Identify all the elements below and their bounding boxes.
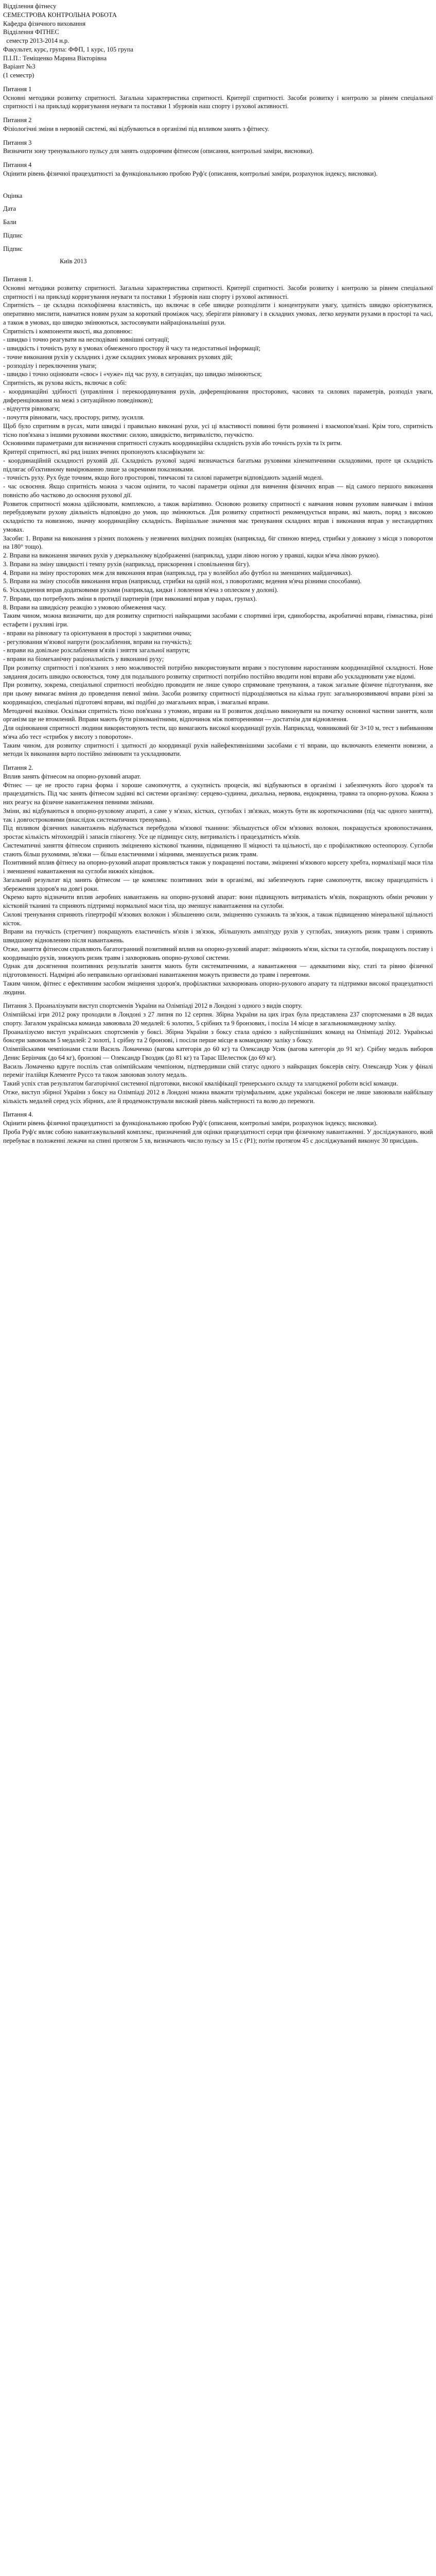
- question-2-label: Питання 2: [3, 116, 32, 124]
- question-1-text: Основні методики розвитку спритності. Загальна характеристика спритності. Критерії спритності. Засоби розвитку і контролю за рівнем спеціальної спритності і на прикладі корригування неуваги та поставки 1 збурювів наш спорту і рухової активності.: [3, 94, 435, 110]
- answer-paragraph: При розвитку спритності і пов'язаних з нею можливостей потрібно використовувати вправи з поступовим наростанням координаційної складності. Нове завдання досить швидко освоюється, тому для подальшого розвитку спритності потрібно постійно вводити нові вправи або ускладнювати уже відомі.: [3, 664, 435, 680]
- answer-paragraph: Основні методики розвитку спритності. Загальна характеристика спритності. Критерії спритності. Засоби розвитку і контролю за рівнем спеціальної спритності і на прикладі корригування неуваги та поставки 1 збурювів наш спорту і рухової активності.: [3, 284, 435, 300]
- answer-paragraph: Вправи на гнучкість (стретчинг) покращують еластичність м'язів і зв'язок, збільшують амплітуду рухів у суглобах, знижують ризик травм і сприяють швидшому відновленню після навантажень.: [3, 928, 435, 944]
- city-year: Київ 2013: [60, 258, 87, 265]
- answer-paragraph: Критерії спритності, які ряд інших вчених пропонують класифікувати за:: [3, 448, 205, 455]
- answer-paragraph: Олімпійські ігри 2012 року проходили в Лондоні з 27 липня по 12 серпня. Збірна України на цих іграх була представлена 237 спортсменами в 28 видах спорту. Загалом українська команда завоювала 20 медалей: 6 золотих, 5 срібних та 9 бронзових, і посіла 14 місце в загальнокомандному заліку.: [3, 1011, 435, 1027]
- answer-4-body: [3, 1119, 433, 1145]
- department-title: Відділення фітнесу: [3, 3, 57, 10]
- grading-block: [3, 192, 433, 266]
- answer-paragraph: - розподілу і переключення уваги;: [3, 362, 97, 369]
- answer-paragraph: - швидкість і точність руху в умовах обмеженого простору й часу та недостатньої інформації;: [3, 345, 260, 352]
- answer-paragraph: Олімпійськими чемпіонами стали Василь Ломаченко (вагова категорія до 60 кг) та Олександр Усик (вагова категорія до 91 кг). Срібну медаль виборов Денис Берінчик (до 64 кг), бронзові — Олександр Гвоздик (до 81 кг) та Тарас Шелестюк (до 69 кг).: [3, 1045, 435, 1061]
- answer-paragraph: 8. Вправи на швидкісну реакцію з умовою обмеження часу.: [3, 603, 166, 611]
- questions-list: [3, 85, 433, 178]
- question-3-text: Визначити зону тренувального пульсу для занять оздоровчим фітнесом (описання, контрольні заміри, висновки).: [3, 147, 314, 155]
- chair-name: Кафедра фізичного виховання: [3, 20, 86, 27]
- answer-1: [3, 275, 433, 758]
- answer-paragraph: - вправи на рівновагу та орієнтування в просторі з закритими очима;: [3, 629, 192, 637]
- answer-paragraph: Фітнес — це не просто гарна форма і хороше самопочуття, а сукупність процесів, які відбуваються в організмі і забезпечують його здоров'я та працездатність. Під час занять фітнесом задіяні всі системи організму: серцево-судинна, дихальна, нервова, ендокринна, травна та опорно-рухова. Кожна з них реагує на фізичне навантаження певними змінами.: [3, 781, 435, 806]
- answer-paragraph: Під впливом фізичних навантажень відбувається перебудова м'язової тканини: збільшується об'єм м'язових волокон, покращується кровопостачання, зростає кількість мітохондрій і запасів глікогену. Усе це підвищує силу, витривалість і працездатність м'язів.: [3, 824, 435, 840]
- answer-paragraph: 7. Вправи, що потребують зміни в протидії партнерів (при виконанні вправ у парах, групах).: [3, 595, 257, 602]
- answer-4: [3, 1110, 433, 1145]
- answer-paragraph: Спритність, як рухова якість, включає в собі:: [3, 379, 127, 386]
- semester-number: (1 семестр): [3, 72, 34, 79]
- answer-paragraph: Проаналізуємо виступ українських спортсменів у боксі. Збірна України з боксу стала однією з найуспішніших команд на Олімпіаді 2012. Українські боксери завоювали 5 медалей: 2 золоті, 1 срібну та 2 бронзові, і посіли перше місце в командному заліку з боксу.: [3, 1028, 435, 1044]
- answer-paragraph: - швидко і точно реагувати на несподівані зовнішні ситуації;: [3, 336, 169, 344]
- answer-paragraph: Позитивний вплив фітнесу на опорно-руховий апарат проявляється також у покращенні постави, зміцненні м'язового корсету хребта, нормалізації маси тіла і зменшенні навантаження на суглоби нижніх кінцівок.: [3, 859, 435, 875]
- answer-paragraph: - час освоєння. Якщо спритність можна з часом оцінити, то часові параметри оцінки для вивчення фізичних вправ — від самого першого виконання повністю або частково до освоєння рухової дії.: [3, 483, 435, 499]
- answer-paragraph: - вправи на біомеханічну раціональність у виконанні руху;: [3, 655, 164, 663]
- answer-paragraph: - регулювання м'язової напруги (розслаблення, вправи на гнучкість);: [3, 638, 192, 646]
- answer-paragraph: - вправи на довільне розслаблення м'язів і зняття загальної напруги;: [3, 647, 190, 654]
- answer-paragraph: - координаційній складності руховій дії. Складність рухової задачі визначається багатьма руховими кінематичними складовими, проте ця складність підлягає об'єктивному вимірюванню лише за окремими показниками.: [3, 456, 435, 473]
- question-2-text: Фізіологічні зміни в нервовій системі, які відбуваються в організмі під впливом занять з фітнесу.: [3, 125, 269, 132]
- answer-2-body: [3, 772, 433, 997]
- answer-paragraph: Окремо варто відзначити вплив аеробних навантажень на опорно-руховий апарат: вони підвищують витривалість м'язів, покращують обмін речовин у кістковій тканині та сприяють підтримці нормальної маси тіла, що зменшує навантаження на суглоби.: [3, 893, 435, 909]
- question-3-label: Питання 3: [3, 139, 32, 146]
- answer-1-label: Питання 1.: [3, 276, 33, 283]
- question-1: [3, 85, 433, 111]
- answer-paragraph: Зміни, які відбуваються в опорно-руховому апараті, а саме у м'язах, кістках, суглобах і зв'язках, можуть бути як короткочасними (під час одного заняття), так і довгостроковими (внаслідок систематичних тренувань).: [3, 807, 435, 823]
- answer-paragraph: Для оцінювання спритності людини використовують тести, що вимагають високої координації рухів. Наприклад, човниковий біг 3×10 м, тест з вибиванням м'яча або тест «стрибок у висоту з поворотом».: [3, 724, 435, 740]
- answer-paragraph: Такий успіх став результатом багаторічної системної підготовки, високої кваліфікації тренерського складу та злагодженої роботи всієї команди.: [3, 1080, 398, 1087]
- answer-paragraph: Проба Руф'є являє собою навантажувальний комплекс, призначений для оцінки працездатності серця при фізичному навантаженні. У досліджуваного, який перебуває в положенні лежачи на спині протягом 5 хв, визначають число пульсу за 15 с (P1); потім протягом 45 с досліджуваний виконує 30 присідань.: [3, 1128, 435, 1144]
- answer-paragraph: При розвитку, зокрема, спеціальної спритності необхідно проводити не лише суворо спрямоване тренування, а також загальне фізичне підготування, яке при цьому вимагає вміння до проведення певної зміни. Засоби розвитку спритності підрозділяються на кілька груп: загальнорозвиваючі вправи різні за координацією, спеціальні підготовчі вправи, які подібні до змагальних вправ, і змагальні вправи.: [3, 681, 435, 706]
- answer-paragraph: Отже, виступ збірної України з боксу на Олімпіаді 2012 в Лондоні можна вважати тріумфальним, адже українські боксери не лише завоювали найбільшу кількість медалей серед усіх збірних, але й продемонстрували високий рівень майстерності та волю до перемоги.: [3, 1088, 435, 1105]
- semester-year: семестр 2013-2014 н.р.: [3, 37, 69, 44]
- answer-paragraph: Вплив занять фітнесом на опорно-руховий апарат.: [3, 772, 141, 780]
- question-2: [3, 116, 433, 133]
- answer-paragraph: Таким чином, можна визначити, що для розвитку спритності найкращими засобами є спортивні ігри, єдиноборства, акробатичні вправи, гімнастика, різні естафети і рухливі ігри.: [3, 612, 435, 628]
- answer-paragraph: - точне виконання рухів у складних і дуже складних умовах керованих рухових дій;: [3, 353, 233, 361]
- answer-paragraph: Методичні вказівки. Оскільки спритність тісно пов'язана з утомою, вправи на її розвиток доцільно виконувати на початку основної частини заняття, коли організм ще не втомлений. Вправи мають бути різноманітними, відпочинок між повтореннями — достатнім для відновлення.: [3, 707, 435, 723]
- answer-paragraph: Спритність і компоненти якості, яка доповнює:: [3, 327, 133, 335]
- answer-4-label: Питання 4.: [3, 1111, 33, 1118]
- answer-paragraph: Таким чином, фітнес є ефективним засобом зміцнення здоров'я, профілактики захворювань опорно-рухового апарату та підтримки високої працездатності людини.: [3, 979, 435, 996]
- answer-paragraph: 3. Вправи на зміну швидкості і темпу рухів (наприклад, прискорення і сповільнення бігу).: [3, 560, 251, 568]
- answer-paragraph: Силові тренування сприяють гіпертрофії м'язових волокон і збільшенню сили, зміцненню сухожиль та зв'язок, а також підвищенню мінеральної щільності кісток.: [3, 910, 435, 927]
- document-header: [3, 2, 433, 80]
- question-4: [3, 161, 433, 178]
- question-4-label: Питання 4: [3, 161, 32, 168]
- points-label: Бали: [3, 218, 16, 226]
- answer-paragraph: Оцінити рівень фізичної працездатності за функціональною пробою Руф'є (описання, контрольні заміри, розрахунок індексу, висновки).: [3, 1120, 378, 1127]
- answer-paragraph: Систематичні заняття фітнесом сприяють зміцненню кісткової тканини, підвищенню її міцності та щільності, що є профілактикою остеопорозу. Суглоби стають більш рухомими, зв'язки — більш еластичними і міцними, зменшується ризик травм.: [3, 841, 435, 858]
- document-page: [0, 0, 436, 1145]
- student-name: П.І.П.: Теміщенко Марина Вікторівна: [3, 54, 107, 62]
- grade-label: Оцінка: [3, 192, 23, 199]
- answer-paragraph: - швидко і точно оцінювати «своє» і «чуже» під час руху, в ситуаціях, що швидко змінюються;: [3, 370, 262, 378]
- date-label: Дата: [3, 205, 16, 213]
- answer-paragraph: - почуття рівноваги, часу, простору, ритму, зусилля.: [3, 414, 145, 421]
- division-name: Відділення ФІТНЕС: [3, 28, 59, 36]
- answer-paragraph: Спритність – це складна психофізична властивість, що включає в себе швидке розподілити і концентрувати увагу, здатність швидко орієнтуватися, оперативно мислити, навчатися новим рухам за короткий проміжок часу, зберігати рівновагу і в складних умовах, легко керувати рухами в просторі та часі, а також в умовах, що швидко змінюються, застосовувати найраціональніші рухи.: [3, 301, 435, 326]
- answer-paragraph: Загальний результат від занять фітнесом — це комплекс позитивних змін в організмі, які забезпечують гарне самопочуття, високу працездатність і збереження здоров'я на довгі роки.: [3, 876, 435, 892]
- work-title: СЕМЕСТРОВА КОНТРОЛЬНА РОБОТА: [3, 11, 117, 19]
- faculty-course-group: Факультет, курс, група: ФФП, 1 курс, 105 група: [3, 45, 133, 53]
- question-3: [3, 139, 433, 156]
- answer-paragraph: - координаційні здібності (управління і перекоординування рухів, диференціювання просторових, часових та силових параметрів, розподіл уваги, диференціювання на межі з ситуаційною поведінкою);: [3, 387, 435, 404]
- answer-paragraph: - точність руху. Рух буде точним, якщо його просторові, тимчасові та силові параметри відповідають заданій моделі.: [3, 474, 324, 482]
- answer-paragraph: Засоби: 1. Вправи на виконання з різних положень у незвичних вихідних позиціях (наприклад, біг спиною вперед, стрибки у довжину з місця з поворотом на 180° тощо).: [3, 534, 435, 551]
- answer-paragraph: Розвиток спритності можна здійснювати, комплексно, а також варіативно. Основою розвитку спритності є навчання новим руховим навичкам і вміння перебудовувати рухову діяльність відповідно до умов, що змінюються. Для розвитку спритності рекомендується вправи, які мають, поряд з високою складністю та новизною, значну координаційну складність. Вирішальне значення має тренування складних вправ і виконання вправ у нестандартних умовах.: [3, 500, 435, 533]
- signature-label-1: Підпис: [3, 231, 23, 239]
- answer-3: [3, 1002, 433, 1105]
- answer-paragraph: Щоб було спритним в русах, мати швидкі і правильно виконані рухи, усі ці властивості повинні бути розвинені і взаємопов'язані. Крім того, спритність тісно пов'язана з іншими руховими якостями: силою, швидкістю, витривалістю, гнучкістю.: [3, 422, 435, 438]
- signature-label-2: Підпис: [3, 245, 23, 252]
- answer-3-body: [3, 1010, 433, 1105]
- question-4-text: Оцінити рівень фізичної працездатності за функціональною пробою Руф'є (описання, контрольні заміри, розрахунок індексу, висновки).: [3, 170, 378, 177]
- answer-paragraph: - відчуття рівноваги;: [3, 405, 60, 413]
- answer-1-body: [3, 284, 433, 758]
- answer-paragraph: Таким чином, для розвитку спритності і здатності до координації рухів найефективнішими засобами є ті вправи, що включають елементи новизни, а методи їх виконання варто постійно змінювати та ускладнювати.: [3, 741, 435, 758]
- answer-paragraph: 5. Вправи на зміну способів виконання вправ (наприклад, стрибки на одній нозі, з поворотами; ведення м'яча різними способами).: [3, 578, 362, 585]
- answer-paragraph: Однак для досягнення позитивних результатів заняття мають бути систематичними, а навантаження — адекватними віку, статі та рівню фізичної підготовленості. Надмірні або неправильно організовані навантаження можуть призвести до травм і перевтоми.: [3, 962, 435, 978]
- answer-3-label: Питання 3. Проаналізувати виступ спортсменів України на Олімпіаді 2012 в Лондоні з одного з видів спорту.: [3, 1002, 303, 1010]
- answer-2: [3, 764, 433, 996]
- answer-paragraph: Основними параметрами для визначення спритності служать координаційна складність рухів або точність рухів та їх ритм.: [3, 439, 342, 447]
- answer-paragraph: 4. Вправи на зміну просторових меж для виконання вправ (наприклад, гра у волейбол або футбол на зменшених майданчиках).: [3, 569, 352, 577]
- answer-paragraph: Василь Ломаченко вдруге поспіль став олімпійським чемпіоном, підтвердивши свій статус одного з найкращих боксерів світу. Олександр Усик у фіналі переміг італійця Клементе Руссо та також завоював золоту медаль.: [3, 1062, 435, 1079]
- answer-paragraph: 6. Ускладнення вправ додатковими рухами (наприклад, кидки і ловлення м'яча з оплеском у долоні).: [3, 586, 278, 594]
- variant-number: Варіант №3: [3, 63, 36, 71]
- question-1-label: Питання 1: [3, 85, 32, 93]
- answer-paragraph: Отже, заняття фітнесом справляють багатогранний позитивний вплив на опорно-руховий апарат: зміцнюють м'язи, кістки та суглоби, покращують поставу і координацію рухів, знижують ризик травм і захворювань опорно-рухової системи.: [3, 945, 435, 961]
- answer-2-label: Питання 2.: [3, 764, 33, 771]
- answer-paragraph: 2. Вправи на виконання звичних рухів у дзеркальному відображенні (наприклад, удари лівою ногою у правші, кидки м'яча лівою рукою).: [3, 552, 380, 559]
